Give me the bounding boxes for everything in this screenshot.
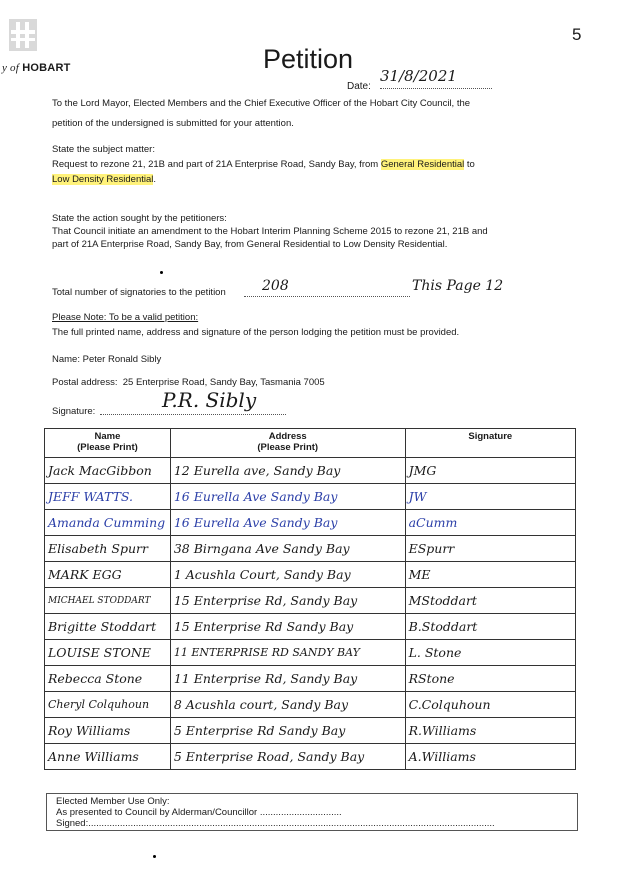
stray-mark	[160, 271, 163, 274]
row-address: 5 Enterprise Road, Sandy Bay	[170, 744, 405, 770]
note-heading: Please Note: To be a valid petition:	[52, 312, 199, 323]
page-number: 5	[572, 25, 582, 44]
table-row	[45, 614, 576, 640]
table-row	[45, 692, 576, 718]
row-signature: A.Williams	[405, 744, 575, 770]
row-name: Brigitte Stoddart	[45, 614, 171, 640]
row-name: MICHAEL STODDART	[45, 588, 171, 614]
row-address: 1 Acushla Court, Sandy Bay	[170, 562, 405, 588]
table-row	[45, 510, 576, 536]
row-address: 15 Enterprise Rd, Sandy Bay	[170, 588, 405, 614]
row-address: 12 Eurella ave, Sandy Bay	[170, 458, 405, 484]
row-address: 38 Birngana Ave Sandy Bay	[170, 536, 405, 562]
lodger-name: Name: Peter Ronald Sibly	[52, 354, 162, 365]
signature-table	[44, 428, 576, 770]
row-name: Rebecca Stone	[45, 666, 171, 692]
table-row	[45, 562, 576, 588]
header-address: Address (Please Print)	[170, 429, 405, 458]
row-name: Roy Williams	[45, 718, 171, 744]
row-name: MARK EGG	[45, 562, 171, 588]
row-address: 11 ENTERPRISE RD SANDY BAY	[170, 640, 405, 666]
action-line-1: That Council initiate an amendment to the Hobart Interim Planning Scheme 2015 to rezone 21, 21B and	[52, 226, 488, 237]
highlight-general-residential: General Residential	[380, 159, 465, 170]
row-name: Anne Williams	[45, 744, 171, 770]
row-signature: ESpurr	[405, 536, 575, 562]
date-label: Date:	[347, 81, 371, 92]
elected-line-1: Elected Member Use Only:	[56, 796, 170, 807]
signature-label: Signature:	[52, 406, 96, 417]
subject-line-2: Low Density Residential.	[52, 174, 157, 185]
table-row	[45, 744, 576, 770]
row-signature: aCumm	[405, 510, 575, 536]
row-signature: RStone	[405, 666, 575, 692]
page-title: Petition	[263, 44, 354, 74]
elected-line-3: Signed:..........................................................................................................................................................	[56, 818, 495, 829]
elected-line-2: As presented to Council by Alderman/Councillor ...............................	[56, 807, 342, 818]
row-address: 8 Acushla court, Sandy Bay	[170, 692, 405, 718]
row-signature: MStoddart	[405, 588, 575, 614]
table-row	[45, 536, 576, 562]
row-name: Elisabeth Spurr	[45, 536, 171, 562]
row-signature: JMG	[405, 458, 575, 484]
elected-member-box	[46, 793, 578, 831]
subject-line-1: Request to rezone 21, 21B and part of 21A Enterprise Road, Sandy Bay, from General Residential to	[52, 159, 475, 170]
header-signature: Signature	[405, 429, 575, 458]
intro-line-1: To the Lord Mayor, Elected Members and the Chief Executive Officer of the Hobart City Council, the	[52, 98, 471, 109]
date-value: 31/8/2021	[380, 67, 457, 85]
table-row	[45, 640, 576, 666]
row-address: 11 Enterprise Rd, Sandy Bay	[170, 666, 405, 692]
row-name: JEFF WATTS.	[45, 484, 171, 510]
signatories-label: Total number of signatories to the petition	[52, 287, 226, 298]
row-signature: JW	[405, 484, 575, 510]
row-name: Cheryl Colquhoun	[45, 692, 171, 718]
table-row	[45, 588, 576, 614]
row-name: Amanda Cumming	[45, 510, 171, 536]
table-row	[45, 484, 576, 510]
row-signature: C.Colquhoun	[405, 692, 575, 718]
signature-dotted-line	[100, 414, 286, 415]
lodger-address: Postal address: 25 Enterprise Road, Sandy Bay, Tasmania 7005	[52, 377, 325, 388]
table-row	[45, 718, 576, 744]
row-address: 15 Enterprise Rd Sandy Bay	[170, 614, 405, 640]
table-row	[45, 458, 576, 484]
row-signature: ME	[405, 562, 575, 588]
stray-mark	[153, 855, 156, 858]
lodger-signature: P.R. Sibly	[162, 388, 257, 412]
highlight-low-density: Low Density Residential	[52, 174, 154, 185]
intro-line-2: petition of the undersigned is submitted for your attention.	[52, 118, 294, 129]
row-name: LOUISE STONE	[45, 640, 171, 666]
action-line-2: part of 21A Enterprise Road, Sandy Bay, from General Residential to Low Density Residential.	[52, 239, 448, 250]
signatories-dotted-line	[244, 296, 410, 297]
logo-text: y of HOBART	[2, 62, 71, 74]
note-text: The full printed name, address and signature of the person lodging the petition must be provided.	[52, 327, 460, 338]
signatories-count: 208	[262, 278, 289, 294]
row-signature: R.Williams	[405, 718, 575, 744]
row-name: Jack MacGibbon	[45, 458, 171, 484]
row-signature: B.Stoddart	[405, 614, 575, 640]
hobart-council-logo	[8, 18, 38, 52]
subject-label: State the subject matter:	[52, 144, 155, 155]
row-address: 16 Eurella Ave Sandy Bay	[170, 484, 405, 510]
date-underline	[380, 88, 492, 89]
row-signature: L. Stone	[405, 640, 575, 666]
action-label: State the action sought by the petitioners:	[52, 213, 227, 224]
row-address: 16 Eurella Ave Sandy Bay	[170, 510, 405, 536]
header-name: Name (Please Print)	[45, 429, 171, 458]
table-row	[45, 666, 576, 692]
signatories-page-note: This Page 12	[412, 278, 504, 294]
row-address: 5 Enterprise Rd Sandy Bay	[170, 718, 405, 744]
